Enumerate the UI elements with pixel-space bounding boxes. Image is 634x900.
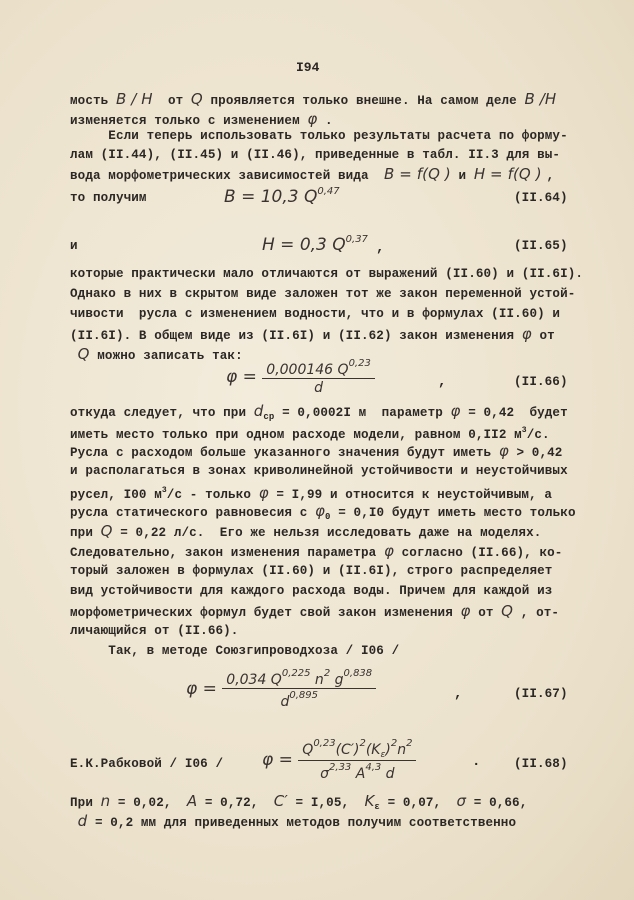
- text-segment: лам (II.44), (II.45) и (II.46), приведенные в табл. II.3 для вы-: [70, 148, 561, 162]
- text-segment: = 0,2 мм для приведенных методов получим соответственно: [87, 816, 517, 830]
- eq-exponent: 2: [390, 738, 398, 749]
- text-segment: торый заложен в формулах (II.60) и (II.6I), строго распределяет: [70, 564, 553, 578]
- text-segment: Так, в методе Союзгипроводхоза / I06 /: [70, 644, 400, 658]
- eq-term: n: [397, 742, 407, 758]
- text-segment: от: [470, 606, 502, 620]
- math-symbol: Q: [100, 522, 113, 540]
- eq-exponent: 2: [323, 668, 331, 679]
- text-segment: Однако в них в скрытом виде заложен тот же закон переменной устой-: [70, 287, 576, 301]
- eq-exponent: 0,225: [281, 668, 311, 679]
- eq-exponent: 0,47: [317, 186, 340, 197]
- eq-exponent: 0,895: [289, 690, 318, 701]
- eq-exponent: 0,37: [345, 234, 368, 245]
- text-segment: Е.К.Рабковой / I06 /: [70, 757, 224, 771]
- subscript: 0: [325, 512, 331, 522]
- equation-II-65: [262, 234, 368, 255]
- text-line: [70, 403, 568, 425]
- text-segment: и: [450, 169, 474, 183]
- text-segment: морфометрических формул будет свой закон изменения: [70, 606, 461, 620]
- eq-comma: ,: [376, 240, 385, 256]
- text-segment: можно записать так:: [89, 349, 243, 363]
- text-line: [70, 603, 559, 621]
- eq-denominator: d: [280, 694, 290, 710]
- math-symbol: φ: [315, 502, 326, 520]
- text-segment: = 0,66,: [466, 796, 528, 810]
- equation-number: (II.65): [514, 239, 568, 253]
- text-segment: Следовательно, закон изменения параметра: [70, 546, 384, 560]
- text-segment: то получим: [70, 191, 147, 205]
- text-segment: /с.: [526, 428, 550, 442]
- text-segment: вид устойчивости для каждого расхода воды. Причем для каждой из: [70, 584, 553, 598]
- eq-exponent: 0,23: [348, 358, 371, 369]
- text-segment: русел, I00 м: [70, 488, 162, 502]
- text-line: [70, 111, 333, 129]
- text-segment: и располагаться в зонах криволинейной устойчивости и неустойчивых: [70, 464, 568, 478]
- text-segment: = 0,42 будет: [460, 406, 568, 420]
- text-segment: иметь место только при одном расходе модели, равном 0,II2 м: [70, 428, 522, 442]
- eq-term: σ: [320, 766, 330, 782]
- math-symbol: B /H: [524, 90, 557, 108]
- eq-lhs: B = 10,3 Q: [224, 187, 318, 207]
- text-segment: согласно (II.66), ко-: [393, 546, 563, 560]
- text-segment: чивости русла с изменением водности, что и в формулах (II.60) и: [70, 307, 561, 321]
- eq-subscript: ε: [380, 750, 386, 760]
- text-segment: и: [70, 239, 78, 253]
- text-line: [70, 563, 552, 579]
- eq-exponent: 2,33: [329, 762, 352, 773]
- math-symbol: B / H: [115, 90, 153, 108]
- eq-exponent: 2: [406, 738, 413, 749]
- eq-lhs: φ =: [226, 367, 257, 387]
- text-line: [70, 266, 583, 282]
- superscript: 3: [161, 486, 167, 495]
- text-line: [70, 756, 223, 772]
- equation-II-64: [224, 186, 340, 207]
- eq-fraction: [262, 358, 375, 396]
- subscript: ε: [374, 802, 380, 812]
- eq-term: A: [351, 766, 366, 782]
- math-symbol: Q: [501, 602, 514, 620]
- text-segment: при: [70, 526, 101, 540]
- eq-term: g: [330, 672, 344, 688]
- math-symbol: φ: [521, 325, 532, 343]
- text-line: [70, 286, 575, 302]
- text-segment: /с - только: [166, 488, 259, 502]
- text-line: [70, 128, 568, 144]
- math-symbol: φ: [383, 542, 394, 560]
- eq-exponent: 0,23: [313, 738, 336, 749]
- text-segment: вода морфометрических зависимостей вида: [70, 169, 384, 183]
- text-line: [70, 91, 556, 109]
- text-segment: [70, 349, 78, 363]
- text-line: [70, 306, 560, 322]
- text-segment: [70, 816, 78, 830]
- text-line: [70, 346, 243, 364]
- eq-fraction: [298, 738, 416, 782]
- math-symbol: φ: [258, 484, 269, 502]
- eq-term: (C′): [335, 742, 360, 758]
- equation-II-67: [186, 668, 376, 710]
- text-segment: откуда следует, что при: [70, 406, 254, 420]
- text-segment: = 0,22 л/с. Его же нельзя исследовать даже на моделях.: [112, 526, 542, 540]
- eq-term: Q: [302, 742, 314, 758]
- text-segment: = I,05,: [287, 796, 365, 810]
- text-line: [70, 443, 562, 461]
- text-line: [70, 583, 552, 599]
- eq-exponent: 0,838: [343, 668, 373, 679]
- math-symbol: K: [364, 792, 375, 810]
- equation-number: (II.64): [514, 191, 568, 205]
- text-line: [70, 238, 78, 254]
- text-segment: которые практически мало отличаются от выражений (II.60) и (II.6I).: [70, 267, 584, 281]
- eq-denominator: d: [262, 378, 375, 396]
- eq-comma: ,: [454, 686, 463, 702]
- math-symbol: φ: [498, 442, 509, 460]
- text-segment: = 0,72,: [197, 796, 274, 810]
- text-line: [70, 423, 550, 443]
- text-segment: (II.6I). В общем виде из (II.6I) и (II.62) закон изменения: [70, 329, 522, 343]
- text-line: [70, 326, 555, 344]
- eq-comma: ,: [438, 374, 447, 390]
- math-symbol: d: [253, 402, 264, 420]
- math-symbol: d: [77, 812, 88, 830]
- text-line: [70, 190, 147, 206]
- text-segment: = 0,07,: [379, 796, 457, 810]
- text-line: [70, 503, 576, 525]
- text-segment: изменяется только с изменением: [70, 114, 308, 128]
- eq-fraction: [222, 668, 376, 710]
- equation-II-66: [226, 358, 375, 396]
- text-line: [70, 543, 562, 561]
- math-symbol: φ: [307, 110, 318, 128]
- eq-term: n: [310, 672, 324, 688]
- text-line: [70, 483, 552, 503]
- math-symbol: Q: [190, 90, 203, 108]
- text-segment: = 0,02,: [110, 796, 187, 810]
- text-segment: = 0,0002I м параметр: [274, 406, 451, 420]
- math-symbol: σ: [456, 792, 467, 810]
- eq-term: ): [385, 742, 391, 758]
- text-segment: Если теперь использовать только результаты расчета по форму-: [70, 129, 568, 143]
- eq-numerator: 0,000146 Q: [266, 362, 349, 378]
- text-segment: Русла с расходом больше указанного значения будут иметь: [70, 446, 499, 460]
- equation-II-68: [262, 738, 416, 782]
- math-symbol: C′: [273, 792, 288, 810]
- text-segment: от: [531, 329, 555, 343]
- text-segment: , от-: [513, 606, 560, 620]
- text-segment: .: [317, 114, 333, 128]
- subscript: ср: [263, 412, 275, 422]
- math-symbol: Q: [77, 345, 90, 363]
- eq-lhs: φ =: [262, 750, 293, 770]
- text-line: [70, 463, 568, 479]
- text-segment: = I,99 и относится к неустойчивым, а: [268, 488, 553, 502]
- text-segment: ,: [546, 169, 555, 183]
- eq-term: d: [381, 766, 395, 782]
- eq-exponent: 4,3: [365, 762, 382, 773]
- text-line: [70, 793, 527, 815]
- eq-lhs: H = 0,3 Q: [262, 235, 346, 255]
- text-segment: от: [152, 94, 191, 108]
- text-segment: мость: [70, 94, 116, 108]
- text-line: [70, 623, 238, 639]
- equation-number: (II.66): [514, 375, 568, 389]
- equation-number: (II.68): [514, 757, 568, 771]
- text-line: [70, 166, 554, 184]
- eq-lhs: φ =: [186, 679, 217, 699]
- text-line: [70, 643, 399, 659]
- math-symbol: A: [186, 792, 198, 810]
- eq-dot: .: [472, 754, 481, 770]
- text-segment: проявляется только внешне. На самом деле: [202, 94, 525, 108]
- math-symbol: φ: [450, 402, 461, 420]
- text-segment: При: [70, 796, 101, 810]
- text-line: [70, 523, 541, 541]
- text-line: [70, 147, 560, 163]
- superscript: 3: [521, 426, 527, 435]
- equation-number: (II.67): [514, 687, 568, 701]
- math-symbol: n: [100, 792, 111, 810]
- eq-term: 0,034 Q: [226, 672, 282, 688]
- eq-term: (K: [365, 742, 381, 758]
- math-symbol: B = f(Q ): [383, 165, 451, 183]
- text-segment: = 0,I0 будут иметь место только: [330, 506, 576, 520]
- math-symbol: H = f(Q ): [473, 165, 547, 183]
- text-segment: русла статического равновесия с: [70, 506, 316, 520]
- text-line: [70, 813, 516, 831]
- page-number: I94: [296, 60, 320, 75]
- eq-exponent: 2: [359, 738, 366, 749]
- text-segment: личающийся от (II.66).: [70, 624, 239, 638]
- math-symbol: φ: [460, 602, 471, 620]
- text-segment: > 0,42: [508, 446, 563, 460]
